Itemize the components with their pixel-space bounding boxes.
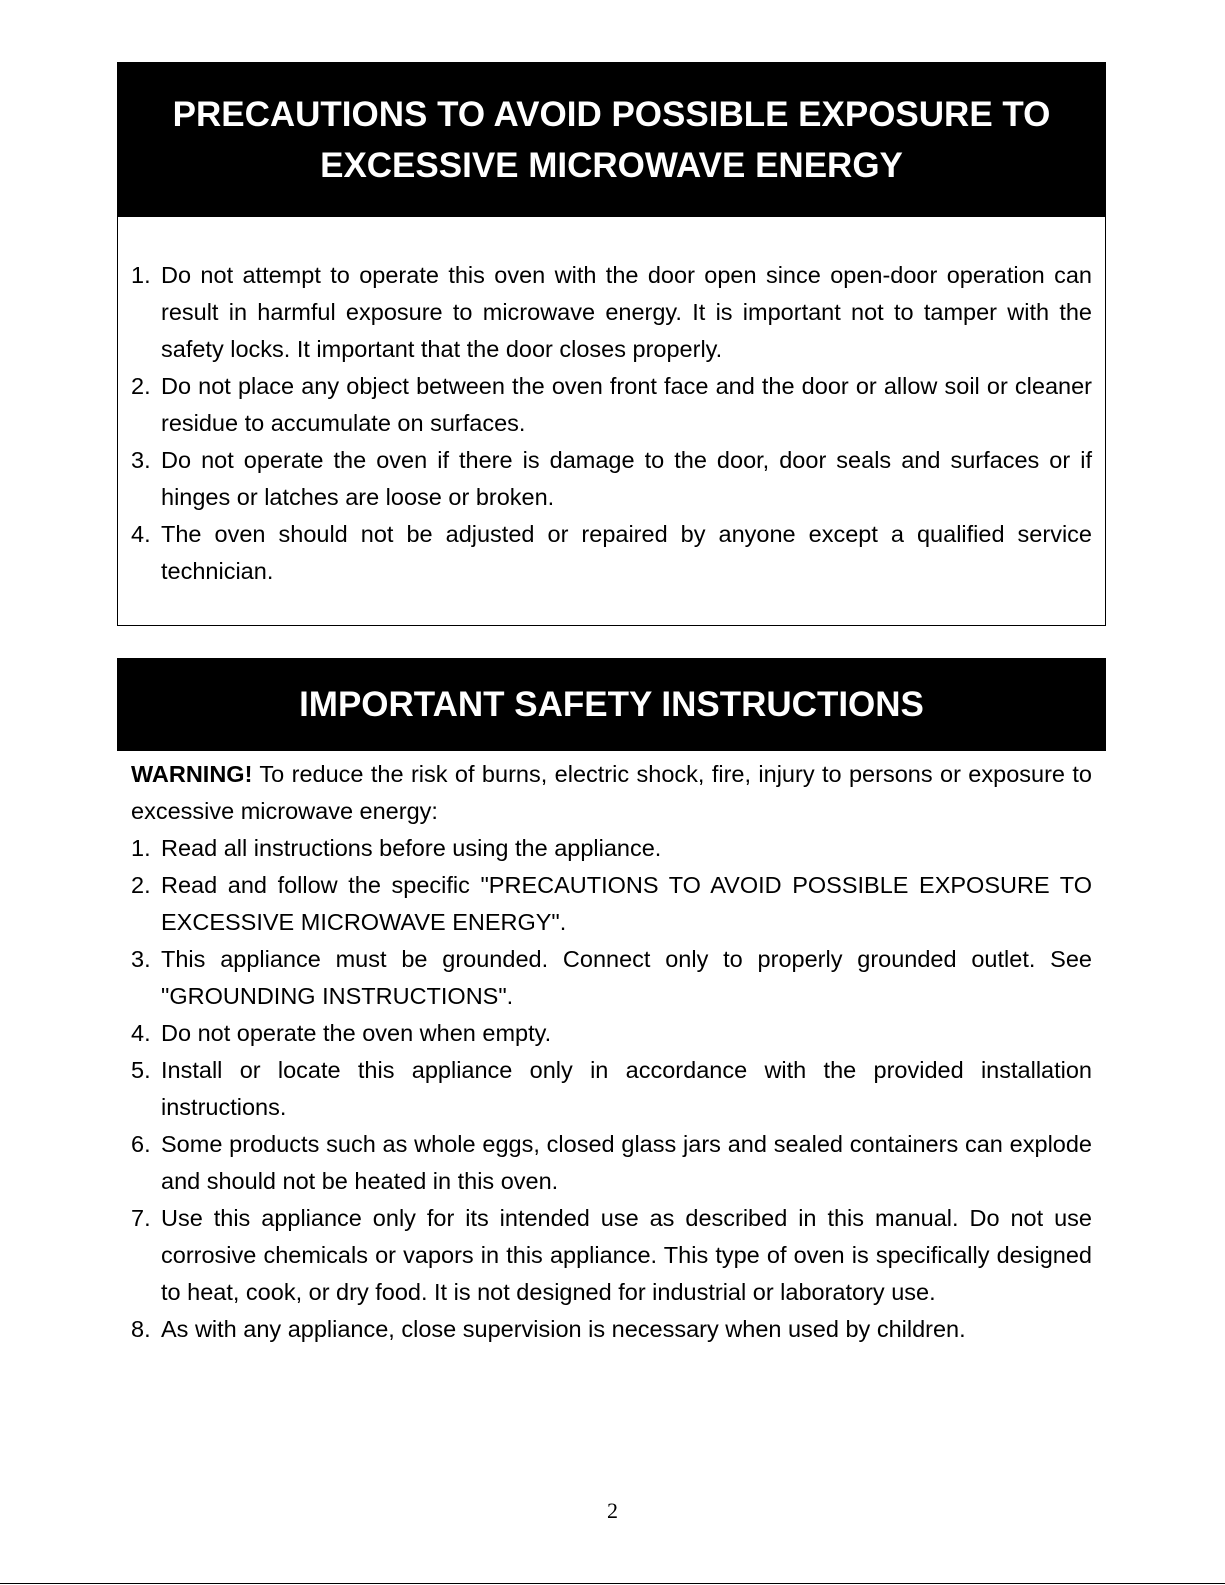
item-number: 1. xyxy=(131,835,151,861)
precautions-item xyxy=(131,516,1092,590)
safety-item xyxy=(131,867,1092,941)
item-text: Some products such as whole eggs, closed glass jars and sealed containers can explode and should not be heated in this oven. xyxy=(161,1131,1092,1194)
precautions-title-line-2: EXCESSIVE MICROWAVE ENERGY xyxy=(320,146,903,185)
warning-text: To reduce the risk of burns, electric shock, fire, injury to persons or exposure to excessive microwave energy: xyxy=(131,761,1092,824)
item-number: 6. xyxy=(131,1131,151,1157)
item-text: The oven should not be adjusted or repaired by anyone except a qualified service technician. xyxy=(161,521,1092,584)
safety-item xyxy=(131,1126,1092,1200)
safety-title: IMPORTANT SAFETY INSTRUCTIONS xyxy=(117,658,1106,751)
item-text: Read and follow the specific "PRECAUTIONS TO AVOID POSSIBLE EXPOSURE TO EXCESSIVE MICROWAVE ENERGY". xyxy=(161,872,1092,935)
item-text: Do not operate the oven when empty. xyxy=(161,1020,552,1046)
warning-paragraph xyxy=(131,756,1092,830)
page-number: 2 xyxy=(607,1498,618,1523)
safety-item xyxy=(131,1311,1092,1348)
item-number: 3. xyxy=(131,946,151,972)
bottom-divider xyxy=(0,1583,1225,1584)
safety-item xyxy=(131,1200,1092,1311)
precautions-item xyxy=(131,442,1092,516)
safety-item xyxy=(131,830,1092,867)
safety-list xyxy=(131,830,1092,1348)
item-number: 2. xyxy=(131,373,151,399)
precautions-list xyxy=(131,257,1092,590)
item-text: Do not attempt to operate this oven with the door open since open-door operation can result in harmful exposure to microwave energy. It is important not to tamper with the safety locks. It important that the door closes properly. xyxy=(161,262,1092,362)
precautions-title xyxy=(118,63,1105,217)
item-number: 8. xyxy=(131,1316,151,1342)
item-number: 4. xyxy=(131,1020,151,1046)
item-text: Do not place any object between the oven front face and the door or allow soil or cleaner residue to accumulate on surfaces. xyxy=(161,373,1092,436)
safety-item xyxy=(131,941,1092,1015)
safety-item xyxy=(131,1015,1092,1052)
item-text: As with any appliance, close supervision is necessary when used by children. xyxy=(161,1316,966,1342)
item-text: Do not operate the oven if there is damage to the door, door seals and surfaces or if hinges or latches are loose or broken. xyxy=(161,447,1092,510)
item-text: This appliance must be grounded. Connect only to properly grounded outlet. See "GROUNDING INSTRUCTIONS". xyxy=(161,946,1092,1009)
warning-label: WARNING! xyxy=(131,761,253,787)
item-number: 4. xyxy=(131,521,151,547)
safety-item xyxy=(131,1052,1092,1126)
item-number: 1. xyxy=(131,262,151,288)
item-number: 3. xyxy=(131,447,151,473)
item-text: Use this appliance only for its intended use as described in this manual. Do not use corrosive chemicals or vapors in this appliance. This type of oven is specifically designed to heat, cook, or dry food. It is not designed for industrial or laboratory use. xyxy=(161,1205,1092,1305)
item-number: 5. xyxy=(131,1057,151,1083)
item-text: Install or locate this appliance only in accordance with the provided installation instructions. xyxy=(161,1057,1092,1120)
precautions-item xyxy=(131,257,1092,368)
item-number: 7. xyxy=(131,1205,151,1231)
item-number: 2. xyxy=(131,872,151,898)
item-text: Read all instructions before using the appliance. xyxy=(161,835,662,861)
precautions-title-line-1: PRECAUTIONS TO AVOID POSSIBLE EXPOSURE TO xyxy=(172,95,1051,134)
precautions-item xyxy=(131,368,1092,442)
